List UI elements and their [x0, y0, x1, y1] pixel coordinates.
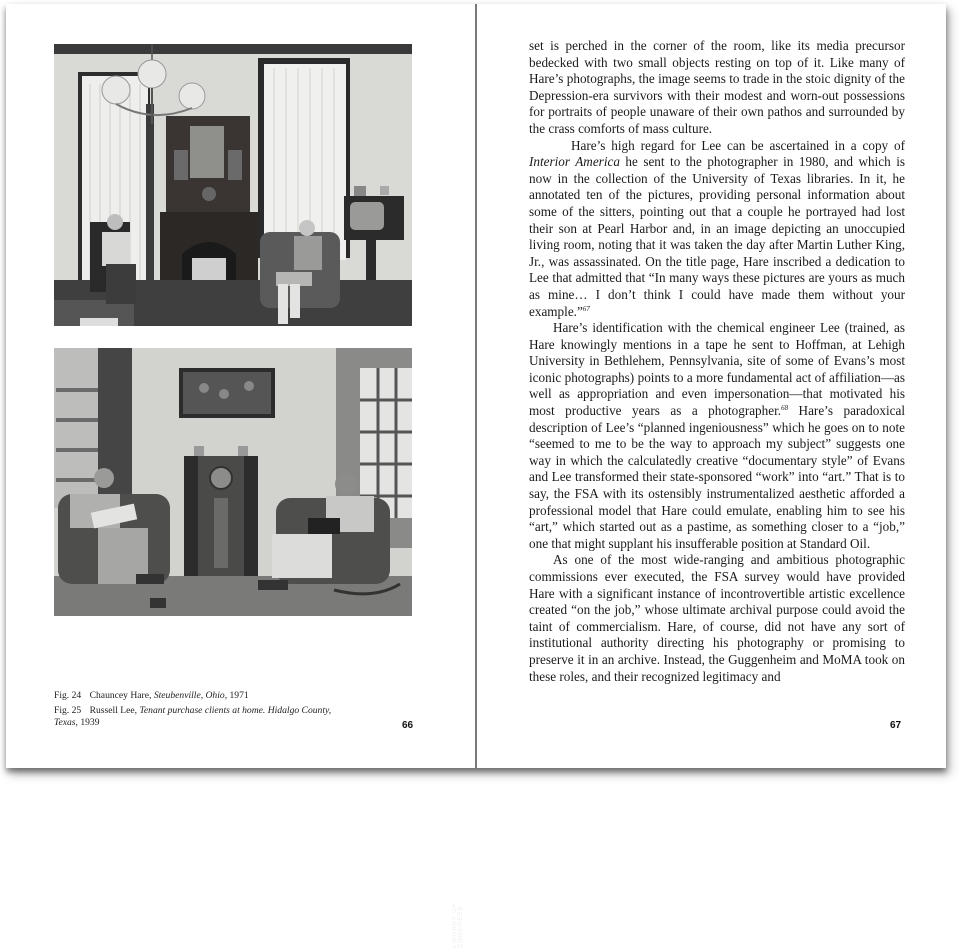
caption-year: 1939: [80, 717, 100, 728]
caption-label: Fig. 25: [54, 704, 82, 716]
text-run: Hare’s high regard for Lee can be ascertained in a copy of: [571, 137, 905, 153]
figure-24-photo: [54, 44, 412, 326]
photo-credit-vertical: LIBRARY OF CONGRESS: [452, 902, 464, 948]
tenant-home-photo-image: [54, 348, 412, 616]
caption-label: Fig. 24: [54, 690, 82, 701]
book-spread: [6, 4, 946, 948]
italic-title: Interior America: [529, 154, 620, 170]
footnote-ref: 68: [781, 404, 789, 413]
body-paragraph: [529, 138, 905, 321]
text-run: Hare’s identification with the chemical engineer Lee (trained, as Hare knowingly mentions in a tape he sent to Hoffman, at Lehigh University in Bethlehem, Pennsylvania, site of some of Evans’s most iconic photographs) points to a more fundamental act of affiliation—as well as appropriation and even impersonation—that motivated his most productive years as a photographer.: [529, 320, 905, 419]
caption-year: 1971: [229, 690, 249, 701]
living-room-photo-image: [54, 44, 412, 326]
body-paragraph: [529, 38, 905, 138]
page-number-right: 67: [890, 720, 902, 731]
body-paragraph: [529, 552, 905, 685]
caption-fig-25: [54, 705, 354, 730]
text-run: Hare’s paradoxical description of Lee’s “planned ingeniousness” which he goes on to note “seemed to me to be the way to approach my subject” suggests one way in which the calculatedly creative “documentary style” of Evans and Lee transformed their state-sponsored “work” into “art.” That is to say, the FSA with its ostensibly instrumentalized aesthetic afforded a professional model that Hare could emulate, enabling him to see his “art,” which started out as a pastime, as something closer to a “job,” one that might supplant his insufferable position at Standard Oil.: [529, 403, 905, 551]
body-text: [529, 38, 905, 685]
footnote-ref: 67: [582, 304, 590, 313]
caption-author: Russell Lee,: [89, 704, 138, 716]
caption-title: Steubenville, Ohio,: [153, 690, 228, 701]
body-paragraph: [529, 320, 905, 552]
book-gutter: [475, 4, 477, 768]
text-run: As one of the most wide-ranging and ambitious photographic commissions ever executed, the FSA survey would have provided Hare with a significant instance of incontrovertible artistic excellence created “on the job,” whose ultimate archival purpose could avoid the taint of commercialism. Hare, of course, did not have any sort of institutional authority directing his photography or promising to preserve it in an archive. Instead, the Guggenheim and MoMA took on these roles, and their recognized legitimacy and: [529, 552, 905, 684]
right-page: [478, 4, 946, 768]
text-run: set is perched in the corner of the room, like its media precursor bedecked with two small objects resting on top of it. Like many of Hare’s photographs, the image seems to trade in the stoic dignity of the Depression-era survivors with their modest and worn-out possessions for portraits of people unaware of their own pathos and surrounded by the crass comforts of mass culture.: [529, 38, 905, 136]
page-number-left: 66: [402, 720, 414, 731]
caption-title: Tenant purchase clients at home. Hidalgo County, Texas,: [54, 704, 332, 728]
caption-author: Chauncey Hare,: [89, 690, 152, 701]
text-run: he sent to the photographer in 1980, and which is now in the collection of the University of Texas libraries. In it, he annotated ten of the pictures, providing personal information about some of the sitters, pointing out that a couple he portrayed had lost their son at Pearl Harbor and, in an image depicting an unoccupied living room, noting that it was taken the day after Martin Luther King, Jr., was assassinated. On the title page, Hare inscribed a dedication to Lee that admitted that “In many ways these pictures are yours as much as mine… I don’t think I could have made them without your example.”: [529, 154, 905, 319]
left-page: [6, 4, 476, 948]
figure-captions: [54, 690, 354, 732]
caption-fig-24: [54, 690, 354, 703]
